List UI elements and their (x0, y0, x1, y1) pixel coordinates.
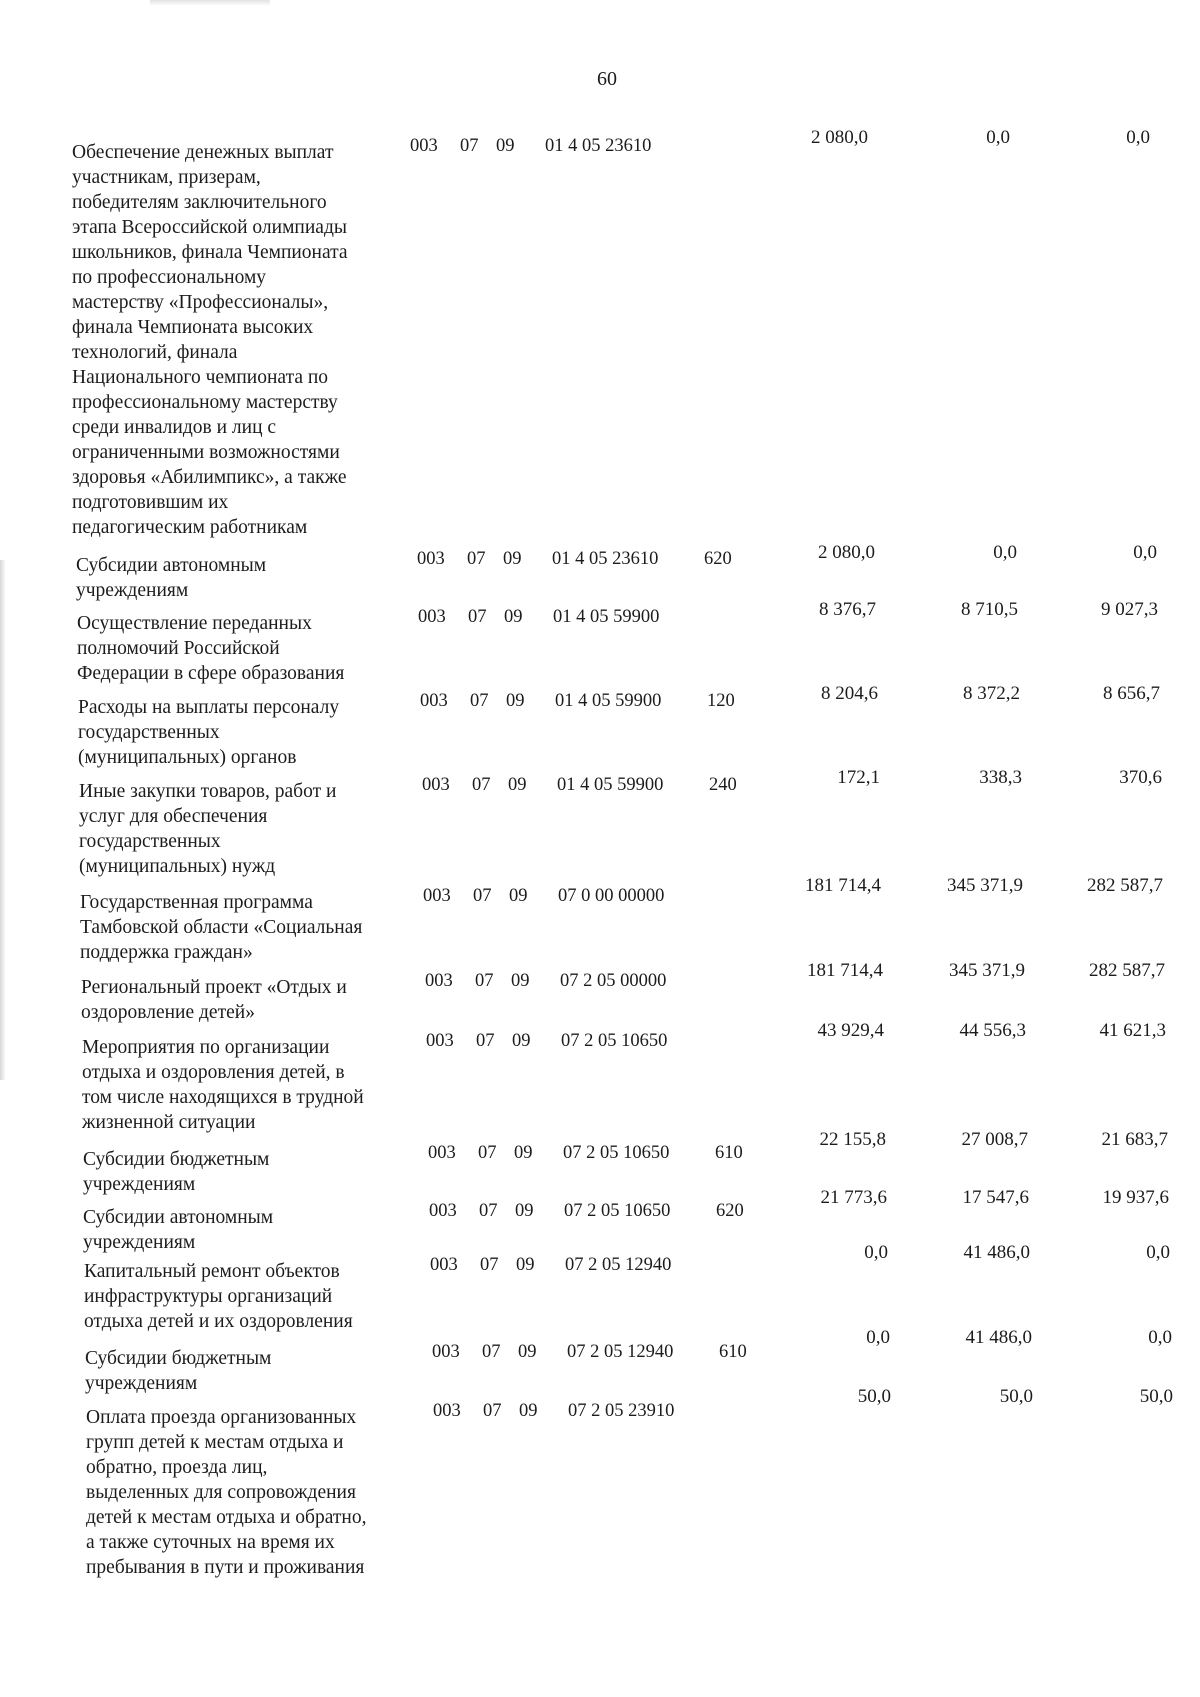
row-v3: 282 587,7 (1089, 960, 1165, 981)
row-grbs: 003 (430, 1255, 458, 1275)
row-grbs: 003 (420, 691, 448, 711)
row-rz: 07 (482, 1342, 501, 1362)
row-v1: 0,0 (864, 1242, 888, 1263)
row-csr: 07 2 05 23910 (568, 1401, 675, 1421)
row-v1: 21 773,6 (820, 1187, 887, 1208)
row-v2: 41 486,0 (963, 1242, 1030, 1263)
row-rz: 07 (479, 1201, 498, 1221)
row-v2: 8 710,5 (961, 599, 1018, 620)
row-v2: 338,3 (979, 767, 1022, 788)
row-grbs: 003 (417, 549, 445, 569)
row-rz: 07 (475, 971, 494, 991)
row-pr: 09 (515, 1201, 534, 1221)
row-pr: 09 (504, 607, 523, 627)
row-pr: 09 (496, 136, 515, 156)
row-name: Субсидии бюджетным учреждениям (85, 1348, 272, 1394)
row-rz: 07 (476, 1031, 495, 1051)
row-csr: 01 4 05 59900 (557, 775, 664, 795)
row-v2: 0,0 (986, 127, 1010, 148)
row-vr: 620 (704, 549, 732, 569)
row-rz: 07 (483, 1401, 502, 1421)
row-v3: 0,0 (1133, 542, 1157, 563)
row-name: Субсидии автономным учреждениям (83, 1207, 274, 1253)
row-v3: 370,6 (1119, 767, 1162, 788)
row-grbs: 003 (425, 971, 453, 991)
row-csr: 01 4 05 59900 (553, 607, 660, 627)
row-v3: 8 656,7 (1103, 683, 1160, 704)
row-csr: 01 4 05 23610 (545, 136, 652, 156)
row-v1: 2 080,0 (818, 542, 875, 563)
row-csr: 07 2 05 10650 (563, 1143, 670, 1163)
row-csr: 07 2 05 12940 (567, 1342, 674, 1362)
row-name: Мероприятия по организации отдыха и оздоровления детей, в том числе находящихся в трудной жизненной ситуации (82, 1037, 364, 1133)
row-vr: 610 (719, 1342, 747, 1362)
page-number: 60 (597, 68, 617, 90)
row-rz: 07 (468, 607, 487, 627)
row-pr: 09 (519, 1401, 538, 1421)
row-v2: 41 486,0 (965, 1327, 1032, 1348)
row-vr: 120 (707, 691, 735, 711)
row-grbs: 003 (433, 1401, 461, 1421)
row-rz: 07 (460, 136, 479, 156)
row-v2: 345 371,9 (947, 875, 1023, 896)
row-v2: 44 556,3 (959, 1020, 1026, 1041)
row-csr: 07 2 05 00000 (560, 971, 667, 991)
row-pr: 09 (514, 1143, 533, 1163)
row-rz: 07 (480, 1255, 499, 1275)
row-v3: 0,0 (1126, 127, 1150, 148)
row-v3: 19 937,6 (1102, 1187, 1169, 1208)
row-pr: 09 (509, 886, 528, 906)
row-pr: 09 (518, 1342, 537, 1362)
row-grbs: 003 (422, 775, 450, 795)
row-csr: 07 2 05 12940 (565, 1255, 672, 1275)
row-grbs: 003 (426, 1031, 454, 1051)
row-name: Иные закупки товаров, работ и услуг для обеспечения государственных (муниципальных) нужд (79, 781, 337, 877)
row-csr: 07 2 05 10650 (564, 1201, 671, 1221)
row-name: Субсидии бюджетным учреждениям (83, 1149, 270, 1195)
row-v1: 2 080,0 (811, 127, 868, 148)
row-grbs: 003 (423, 886, 451, 906)
row-name: Осуществление переданных полномочий Российской Федерации в сфере образования (77, 613, 345, 684)
row-name: Капитальный ремонт объектов инфраструктуры организаций отдыха детей и их оздоровления (84, 1261, 353, 1332)
row-v3: 0,0 (1148, 1327, 1172, 1348)
row-rz: 07 (467, 549, 486, 569)
row-v1: 181 714,4 (807, 960, 883, 981)
row-v3: 21 683,7 (1101, 1129, 1168, 1150)
row-name: Обеспечение денежных выплат участникам, призерам, победителям заключительного этапа Всероссийской олимпиады школьников, финала Чемпионата по профессиональному мастерству «Профессионалы», финала Чемпионата высоких технологий, финала Национального чемпионата по профессиональному мастерству среди инвалидов и лиц с ограниченными возможностями здоровья «Абилимпикс», а также подготовившим их педагогическим работникам (72, 142, 348, 538)
row-v1: 0,0 (866, 1327, 890, 1348)
row-v2: 0,0 (993, 542, 1017, 563)
row-v2: 50,0 (999, 1386, 1033, 1407)
row-vr: 240 (709, 775, 737, 795)
row-name: Расходы на выплаты персоналу государственных (муниципальных) органов (78, 697, 340, 768)
row-rz: 07 (478, 1143, 497, 1163)
row-v3: 41 621,3 (1099, 1020, 1166, 1041)
row-v3: 282 587,7 (1087, 875, 1163, 896)
row-name: Оплата проезда организованных групп детей к местам отдыха и обратно, проезда лиц, выделенных для сопровождения детей к местам отдыха и обратно, а также суточных на время их пребывания в пути и проживания (86, 1407, 367, 1578)
row-vr: 610 (715, 1143, 743, 1163)
row-v3: 9 027,3 (1101, 599, 1158, 620)
row-name: Государственная программа Тамбовской области «Социальная поддержка граждан» (80, 892, 363, 963)
row-csr: 01 4 05 59900 (555, 691, 662, 711)
row-vr: 620 (716, 1201, 744, 1221)
row-v1: 8 204,6 (821, 683, 878, 704)
row-rz: 07 (473, 886, 492, 906)
row-v1: 22 155,8 (819, 1129, 886, 1150)
row-v1: 8 376,7 (819, 599, 876, 620)
row-v2: 8 372,2 (963, 683, 1020, 704)
row-v2: 345 371,9 (949, 960, 1025, 981)
row-v1: 50,0 (857, 1386, 891, 1407)
row-pr: 09 (516, 1255, 535, 1275)
row-name: Субсидии автономным учреждениям (76, 555, 267, 601)
row-pr: 09 (511, 971, 530, 991)
row-grbs: 003 (418, 607, 446, 627)
scan-shadow-top (150, 0, 270, 6)
row-v2: 17 547,6 (962, 1187, 1029, 1208)
row-v3: 0,0 (1146, 1242, 1170, 1263)
row-grbs: 003 (410, 136, 438, 156)
row-grbs: 003 (428, 1143, 456, 1163)
row-pr: 09 (512, 1031, 531, 1051)
row-name: Региональный проект «Отдых и оздоровление детей» (81, 977, 347, 1023)
row-v1: 43 929,4 (817, 1020, 884, 1041)
row-v2: 27 008,7 (961, 1129, 1028, 1150)
row-csr: 01 4 05 23610 (552, 549, 659, 569)
row-grbs: 003 (432, 1342, 460, 1362)
row-pr: 09 (506, 691, 525, 711)
row-grbs: 003 (429, 1201, 457, 1221)
row-csr: 07 2 05 10650 (561, 1031, 668, 1051)
scan-shadow-left (0, 560, 6, 1080)
row-rz: 07 (472, 775, 491, 795)
row-pr: 09 (503, 549, 522, 569)
row-rz: 07 (470, 691, 489, 711)
row-csr: 07 0 00 00000 (558, 886, 665, 906)
row-v1: 181 714,4 (805, 875, 881, 896)
row-v3: 50,0 (1139, 1386, 1173, 1407)
row-v1: 172,1 (837, 767, 880, 788)
row-pr: 09 (508, 775, 527, 795)
